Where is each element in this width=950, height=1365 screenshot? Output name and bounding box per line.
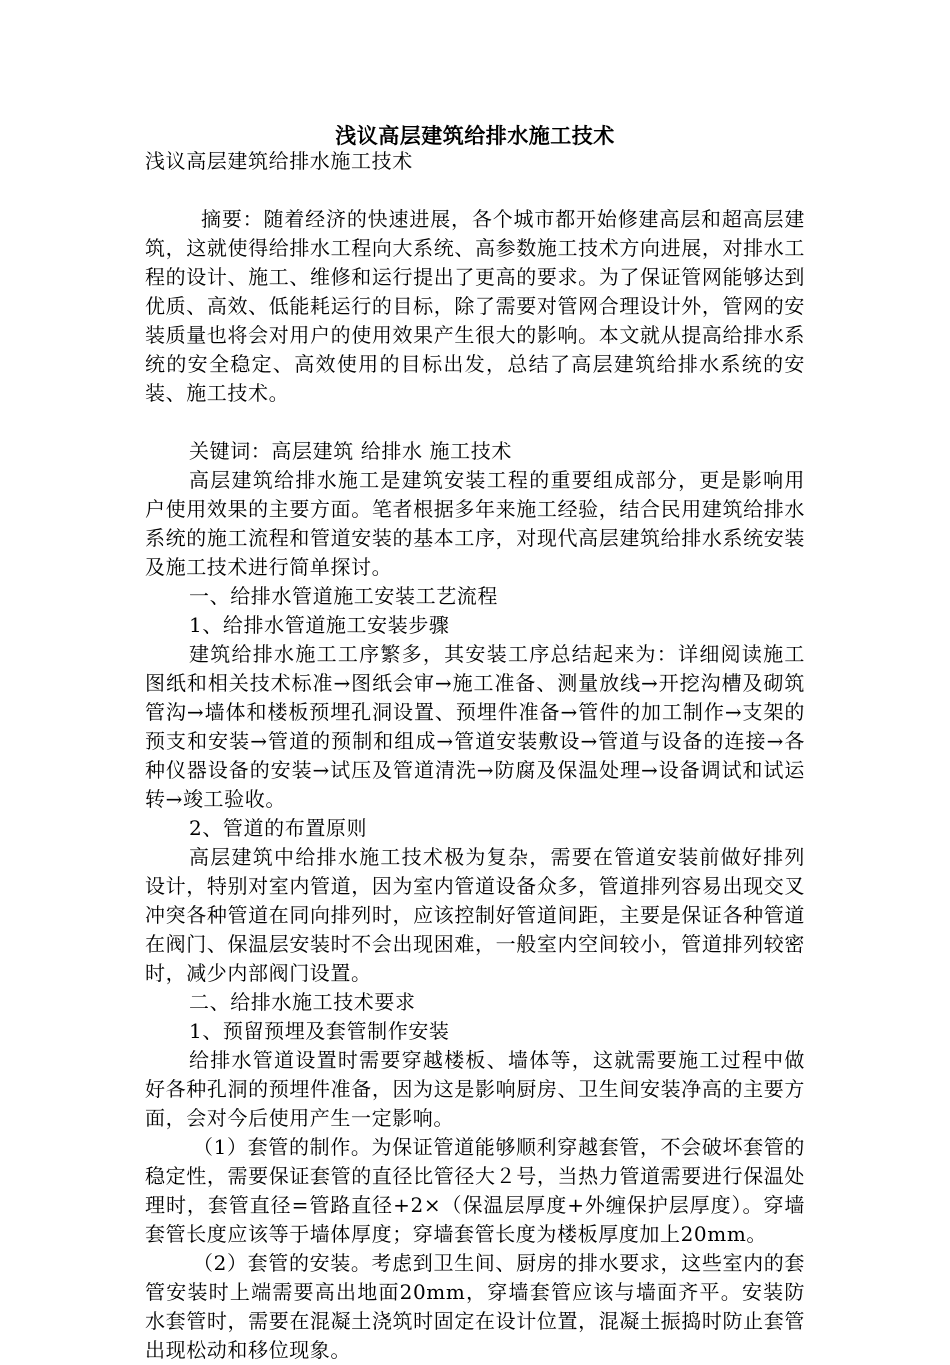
abstract-paragraph: 摘要：随着经济的快速进展，各个城市都开始修建高层和超高层建筑，这就使得给排水工程向大系统、高参数施工技术方向进展，对排水工程的设计、施工、维修和运行提出了更高的要求。为了保证管网能够达到优质、高效、低能耗运行的目标，除了需要对管网合理设计外，管网的安装质量也将会对用户的使用效果产生很大的影响。本文就从提高给排水系统的安全稳定、高效使用的目标出发，总结了高层建筑给排水系统的安装、施工技术。 (145, 207, 805, 405)
section-1-2-heading: 2、管道的布置原则 (189, 816, 368, 840)
document-body (145, 147, 805, 1365)
document-title: 浅议高层建筑给排水施工技术 (335, 123, 615, 148)
item-1-paragraph: （1）套管的制作。为保证管道能够顺利穿越套管，不会破坏套管的稳定性，需要保证套管的直径比管径大２号，当热力管道需要进行保温处理时，套管直径=管路直径+2×（保温层厚度+外缠保护层厚度）。穿墙套管长度应该等于墙体厚度；穿墙套管长度为楼板厚度加上20mm。 (145, 1135, 805, 1246)
intro-paragraph: 高层建筑给排水施工是建筑安装工程的重要组成部分，更是影响用户使用效果的主要方面。笔者根据多年来施工经验，结合民用建筑给排水系统的施工流程和管道安装的基本工序，对现代高层建筑给排水系统安装及施工技术进行简单探讨。 (145, 468, 805, 579)
section-2-heading: 二、给排水施工技术要求 (189, 990, 416, 1014)
keywords-line: 关键词：高层建筑 给排水 施工技术 (189, 439, 512, 463)
section-1-2-paragraph: 高层建筑中给排水施工技术极为复杂，需要在管道安装前做好排列设计，特别对室内管道，因为室内管道设备众多，管道排列容易出现交叉冲突各种管道在同向排列时，应该控制好管道间距，主要是保证各种管道在阀门、保温层安装时不会出现困难，一般室内空间较小，管道排列较密时，减少内部阀门设置。 (145, 845, 805, 985)
section-2-1-paragraph: 给排水管道设置时需要穿越楼板、墙体等，这就需要施工过程中做好各种孔洞的预埋件准备，因为这是影响厨房、卫生间安装净高的主要方面，会对今后使用产生一定影响。 (145, 1048, 805, 1130)
section-1-heading: 一、给排水管道施工安装工艺流程 (189, 584, 498, 608)
document-subtitle: 浅议高层建筑给排水施工技术 (145, 149, 413, 173)
item-2-paragraph: （2）套管的安装。考虑到卫生间、厨房的排水要求，这些室内的套管安装时上端需要高出地面20mm，穿墙套管应该与墙面齐平。安装防水套管时，需要在混凝土浇筑时固定在设计位置，混凝土振捣时防止套管出现松动和移位现象。 (145, 1251, 805, 1362)
blank-line (145, 176, 805, 205)
section-1-1-paragraph: 建筑给排水施工工序繁多，其安装工序总结起来为：详细阅读施工图纸和相关技术标准→图纸会审→施工准备、测量放线→开挖沟槽及砌筑管沟→墙体和楼板预埋孔洞设置、预埋件准备→管件的加工制作→支架的预支和安装→管道的预制和组成→管道安装敷设→管道与设备的连接→各种仪器设备的安装→试压及管道清洗→防腐及保温处理→设备调试和试运转→竣工验收。 (145, 642, 805, 811)
section-1-1-heading: 1、给排水管道施工安装步骤 (189, 613, 450, 637)
blank-line (145, 408, 805, 437)
section-2-1-heading: 1、预留预埋及套管制作安装 (189, 1019, 450, 1043)
